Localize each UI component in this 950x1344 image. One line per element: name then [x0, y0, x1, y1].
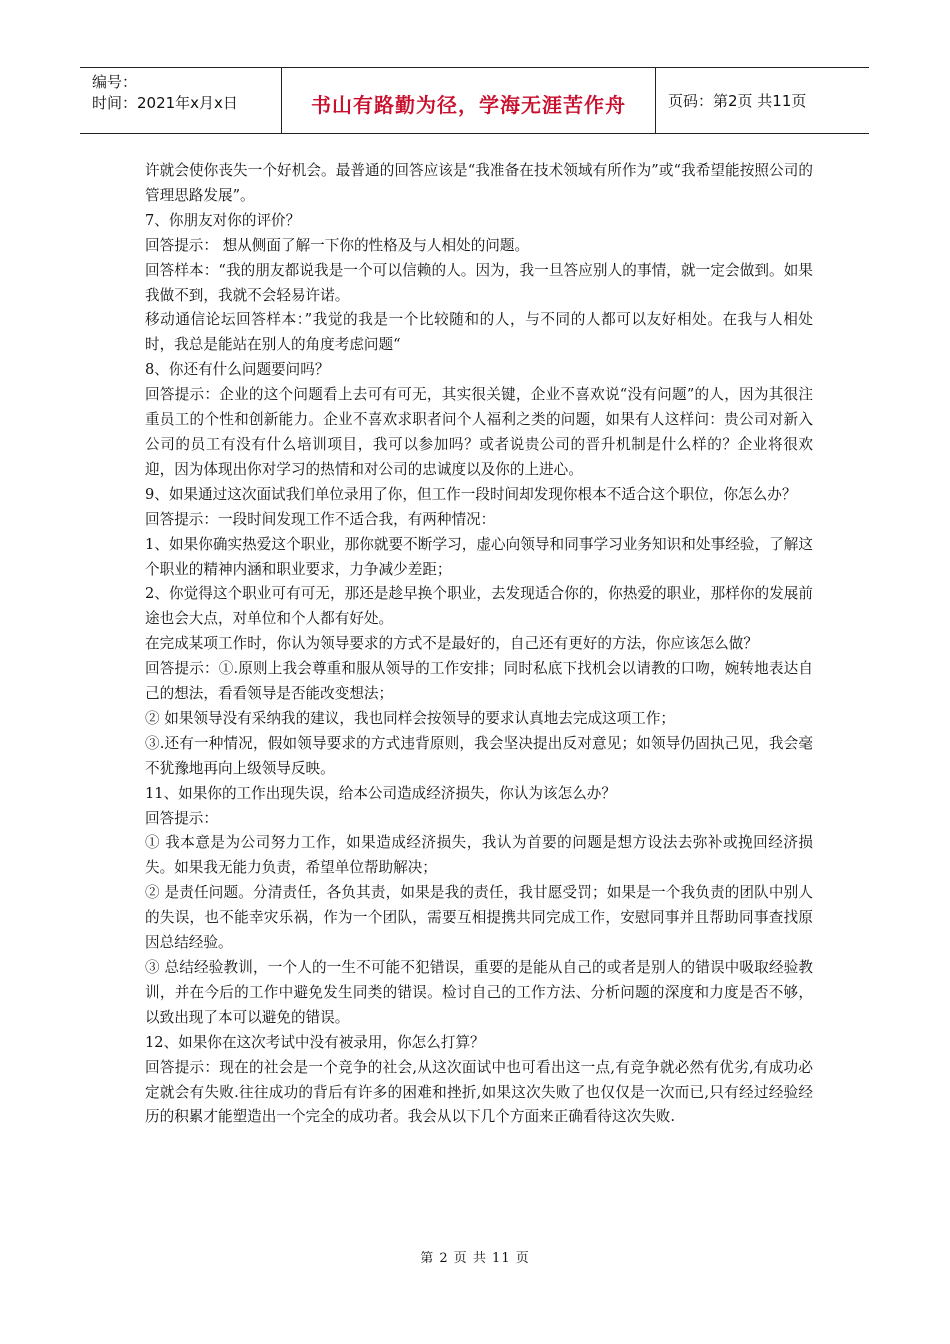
body-paragraph: 回答样本：“我的朋友都说我是一个可以信赖的人。因为，我一旦答应别人的事情，就一定会做到。如果我做不到，我就不会轻易许诺。: [145, 261, 813, 304]
question-heading: 12、如果你在这次考试中没有被录用，你怎么打算？: [145, 1033, 485, 1051]
body-paragraph: ② 是责任问题。分清责任，各负其责，如果是我的责任，我甘愿受罚；如果是一个我负责的团队中别人的失误，也不能幸灾乐祸，作为一个团队，需要互相提携共同完成工作，安慰同事并且帮助同事查找原因总结经验。: [145, 884, 813, 952]
body-paragraph: ② 如果领导没有采纳我的建议，我也同样会按领导的要求认真地去完成这项工作；: [145, 709, 676, 727]
question-heading: 7、你朋友对你的评价？: [145, 211, 301, 229]
header-motto-cell: [282, 68, 656, 133]
body-paragraph: 回答提示：现在的社会是一个竞争的社会,从这次面试中也可看出这一点,有竞争就必然有优劣,有成功必定就会有失败.往往成功的背后有许多的困难和挫折,如果这次失败了也仅仅是一次而已,只有经过经验经历的积累才能塑造出一个完全的成功者。我会从以下几个方面来正确看待这次失败.: [145, 1058, 813, 1126]
body-paragraph: 2、你觉得这个职业可有可无，那还是趁早换个职业，去发现适合你的，你热爱的职业，那样你的发展前途也会大点，对单位和个人都有好处。: [145, 585, 813, 628]
serial-number-label: 编号：: [92, 73, 138, 91]
body-paragraph: ③ 总结经验教训，一个人的一生不可能不犯错误，重要的是能从自己的或者是别人的错误中吸取经验教训，并在今后的工作中避免发生同类的错误。检讨自己的工作方法、分析问题的深度和力度是否不够，以致出现了本可以避免的错误。: [145, 959, 813, 1026]
page-number-footer: 第 2 页 共 11 页: [420, 1251, 530, 1266]
header-meta: [80, 68, 282, 133]
page-header: [80, 67, 869, 134]
header-page-info: [656, 68, 869, 133]
body-paragraph: 回答提示：: [145, 809, 218, 827]
body-paragraph: 回答提示： 想从侧面了解一下你的性格及与人相处的问题。: [145, 236, 530, 254]
body-paragraph: 回答提示：一段时间发现工作不适合我，有两种情况：: [145, 510, 496, 528]
body-paragraph: 回答提示：①.原则上我会尊重和服从领导的工作安排；同时私底下找机会以请教的口吻，婉转地表达自己的想法，看看领导是否能改变想法；: [145, 660, 813, 703]
question-heading: 8、你还有什么问题要问吗？: [145, 361, 330, 379]
question-heading: 在完成某项工作时，你认为领导要求的方式不是最好的，自己还有更好的方法，你应该怎么做？: [145, 635, 758, 653]
question-heading: 11、如果你的工作出现失误，给本公司造成经济损失，你认为该怎么办？: [145, 784, 616, 802]
body-paragraph: 移动通信论坛回答样本：”我觉的我是一个比较随和的人，与不同的人都可以友好相处。在我与人相处时，我总是能站在别人的角度考虑问题“: [145, 311, 813, 354]
motto-text: 书山有路勤为径，学海无涯苦作舟: [311, 93, 626, 117]
document-body: [145, 159, 813, 1130]
body-paragraph: ③.还有一种情况，假如领导要求的方式违背原则，我会坚决提出反对意见；如领导仍固执己见，我会毫不犹豫地再向上级领导反映。: [145, 734, 813, 777]
body-paragraph: 许就会使你丧失一个好机会。最普通的回答应该是“我准备在技术领域有所作为”或“我希望能按照公司的管理思路发展”。: [145, 162, 813, 204]
body-paragraph: 回答提示：企业的这个问题看上去可有可无，其实很关键，企业不喜欢说“没有问题”的人，因为其很注重员工的个性和创新能力。企业不喜欢求职者问个人福利之类的问题，如果有人这样问：贵公司对新入公司的员工有没有什么培训项目，我可以参加吗？或者说贵公司的晋升机制是什么样的？企业将很欢迎，因为体现出你对学习的热情和对公司的忠诚度以及你的上进心。: [145, 386, 813, 478]
page-footer: [0, 1247, 950, 1266]
date-label: 时间：2021年x月x日: [92, 94, 238, 112]
body-paragraph: 1、如果你确实热爱这个职业，那你就要不断学习，虚心向领导和同事学习业务知识和处事经验，了解这个职业的精神内涵和职业要求，力争减少差距；: [145, 535, 813, 578]
body-paragraph: ① 我本意是为公司努力工作，如果造成经济损失，我认为首要的问题是想方设法去弥补或挽回经济损失。如果我无能力负责，希望单位帮助解决；: [145, 834, 813, 877]
question-heading: 9、如果通过这次面试我们单位录用了你，但工作一段时间却发现你根本不适合这个职位，你怎么办？: [145, 485, 797, 503]
page-info-text: 页码：第2页 共11页: [668, 92, 807, 110]
